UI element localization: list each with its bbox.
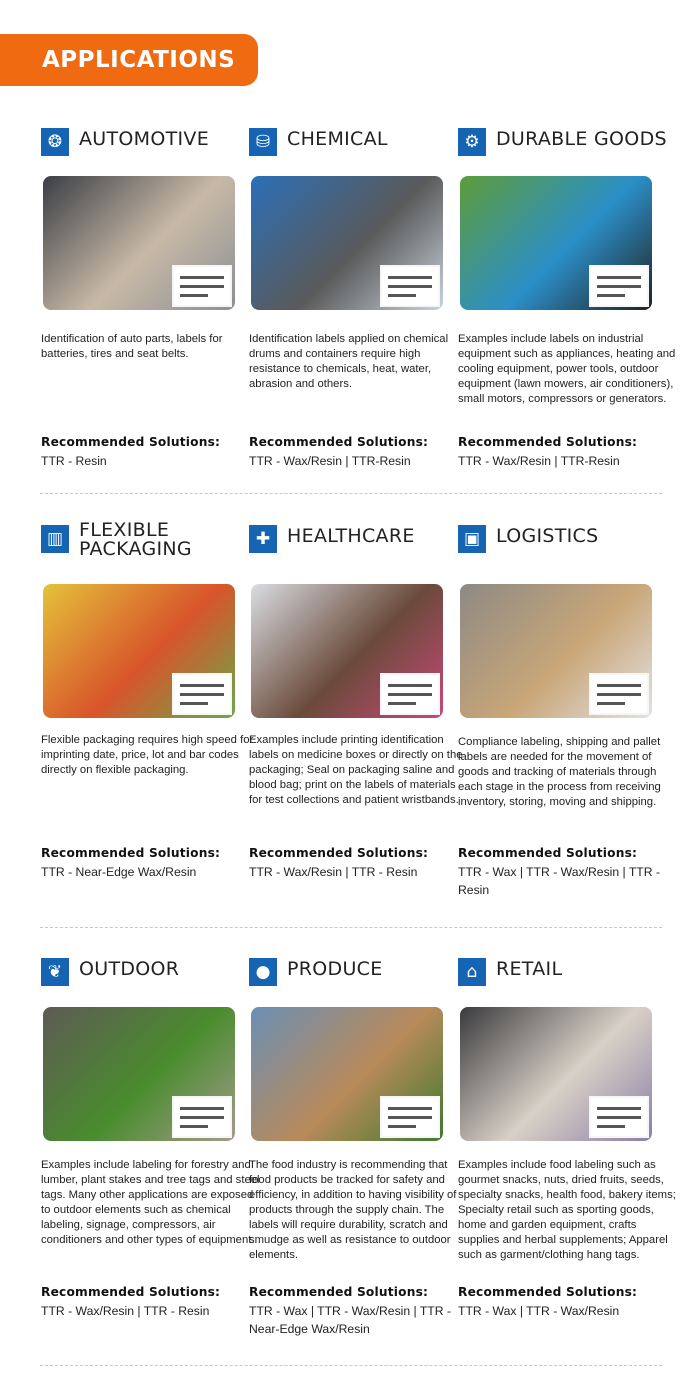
row-divider bbox=[40, 1365, 662, 1366]
card-header bbox=[41, 519, 261, 565]
medical-cross-icon: ✚ bbox=[249, 525, 277, 553]
card-header bbox=[458, 128, 678, 168]
card-description: The food industry is recommending that food products be tracked for safety and efficiency, in addition to having visibility of products through the supply chain. The labels will require durability, scratch and smudge as well as resistance to outdoor elements. bbox=[249, 1159, 457, 1261]
recommended-solutions-value: TTR - Near-Edge Wax/Resin bbox=[41, 865, 197, 879]
card-title: AUTOMOTIVE bbox=[79, 128, 210, 150]
banner-title: APPLICATIONS bbox=[42, 47, 236, 73]
applications-banner bbox=[0, 34, 258, 86]
barcode-icon: ▥ bbox=[41, 525, 69, 553]
recommended-solutions-label: Recommended Solutions: bbox=[458, 1285, 638, 1299]
card-header bbox=[249, 128, 469, 168]
label-inset bbox=[172, 1096, 232, 1138]
box-icon: ▣ bbox=[458, 525, 486, 553]
leaf-icon: ❦ bbox=[41, 958, 69, 986]
card-title: FLEXIBLE PACKAGING bbox=[79, 519, 192, 560]
card-description: Examples include printing identification labels on medicine boxes or directly on the packaging; Seal on packaging saline and blood bag; print on the labels of materials for test collections and patient wristbands. bbox=[249, 734, 463, 806]
recommended-solutions-value: TTR - Wax | TTR - Wax/Resin | TTR - Near-Edge Wax/Resin bbox=[249, 1304, 452, 1336]
card-title: LOGISTICS bbox=[496, 525, 599, 547]
card-title: PRODUCE bbox=[287, 958, 383, 980]
card-title: CHEMICAL bbox=[287, 128, 388, 150]
card-photo bbox=[460, 584, 652, 718]
card-description: Examples include labels on industrial equipment such as appliances, heating and cooling equipment, power tools, outdoor equipment (lawn mowers, air conditioners), small motors, compressors or generators. bbox=[458, 333, 676, 405]
recommended-solutions-value: TTR - Wax/Resin | TTR-Resin bbox=[458, 454, 620, 468]
card-header bbox=[458, 958, 678, 998]
recommended-solutions-label: Recommended Solutions: bbox=[458, 846, 638, 860]
tag-icon: ⌂ bbox=[458, 958, 486, 986]
card-photo bbox=[43, 1007, 235, 1141]
wheel-icon: ❂ bbox=[41, 128, 69, 156]
recommended-solutions-label: Recommended Solutions: bbox=[249, 1285, 429, 1299]
card-photo bbox=[460, 1007, 652, 1141]
card-photo bbox=[460, 176, 652, 310]
recommended-solutions-value: TTR - Wax/Resin | TTR - Resin bbox=[249, 865, 418, 879]
label-inset bbox=[380, 265, 440, 307]
card-description: Identification of auto parts, labels for batteries, tires and seat belts. bbox=[41, 333, 223, 360]
card-header bbox=[458, 525, 678, 565]
recommended-solutions-value: TTR - Wax/Resin | TTR - Resin bbox=[41, 1304, 210, 1318]
recommended-solutions-label: Recommended Solutions: bbox=[458, 435, 638, 449]
card-photo bbox=[251, 1007, 443, 1141]
card-photo bbox=[251, 584, 443, 718]
card-description: Compliance labeling, shipping and pallet labels are needed for the movement of goods and tracking of materials through each stage in the process from receiving inventory, storing, moving and shipping. bbox=[458, 736, 661, 808]
recommended-solutions-value: TTR - Resin bbox=[41, 454, 107, 468]
card-title: RETAIL bbox=[496, 958, 563, 980]
card-photo bbox=[43, 584, 235, 718]
barrel-icon: ⛁ bbox=[249, 128, 277, 156]
card-title: OUTDOOR bbox=[79, 958, 180, 980]
card-header bbox=[41, 958, 261, 998]
recommended-solutions-value: TTR - Wax | TTR - Wax/Resin | TTR - Resin bbox=[458, 865, 661, 897]
label-inset bbox=[589, 673, 649, 715]
recommended-solutions-value: TTR - Wax/Resin | TTR-Resin bbox=[249, 454, 411, 468]
apple-icon: ● bbox=[249, 958, 277, 986]
recommended-solutions-label: Recommended Solutions: bbox=[249, 435, 429, 449]
card-title: HEALTHCARE bbox=[287, 525, 415, 547]
card-header bbox=[249, 525, 469, 565]
recommended-solutions-label: Recommended Solutions: bbox=[41, 435, 221, 449]
card-title: DURABLE GOODS bbox=[496, 128, 667, 150]
card-description: Identification labels applied on chemical drums and containers require high resistance to chemicals, heat, water, abrasion and others. bbox=[249, 333, 449, 390]
recommended-solutions-label: Recommended Solutions: bbox=[41, 846, 221, 860]
recommended-solutions-label: Recommended Solutions: bbox=[249, 846, 429, 860]
card-description: Examples include labeling for forestry and lumber, plant stakes and tree tags and steel tags. Many other applications are exposed to outdoor elements such as chemical labeling, signage, compressors, air conditioners and other types of equipment. bbox=[41, 1159, 260, 1246]
label-inset bbox=[589, 265, 649, 307]
card-photo bbox=[43, 176, 235, 310]
row-divider bbox=[40, 927, 662, 928]
card-description: Examples include food labeling such as gourmet snacks, nuts, dried fruits, seeds, specialty snacks, health food, bakery items; Specialty retail such as sporting goods, home and garden equipment, crafts supplies and herbal supplements; Apparel such as garment/clothing hang tags. bbox=[458, 1159, 676, 1261]
label-inset bbox=[380, 1096, 440, 1138]
recommended-solutions-value: TTR - Wax | TTR - Wax/Resin bbox=[458, 1304, 620, 1318]
row-divider bbox=[40, 493, 662, 494]
gears-icon: ⚙ bbox=[458, 128, 486, 156]
card-photo bbox=[251, 176, 443, 310]
recommended-solutions-label: Recommended Solutions: bbox=[41, 1285, 221, 1299]
label-inset bbox=[589, 1096, 649, 1138]
label-inset bbox=[172, 673, 232, 715]
card-header bbox=[41, 128, 261, 168]
label-inset bbox=[380, 673, 440, 715]
card-header bbox=[249, 958, 469, 998]
card-description: Flexible packaging requires high speed for imprinting date, price, lot and bar codes directly on flexible packaging. bbox=[41, 734, 254, 776]
label-inset bbox=[172, 265, 232, 307]
